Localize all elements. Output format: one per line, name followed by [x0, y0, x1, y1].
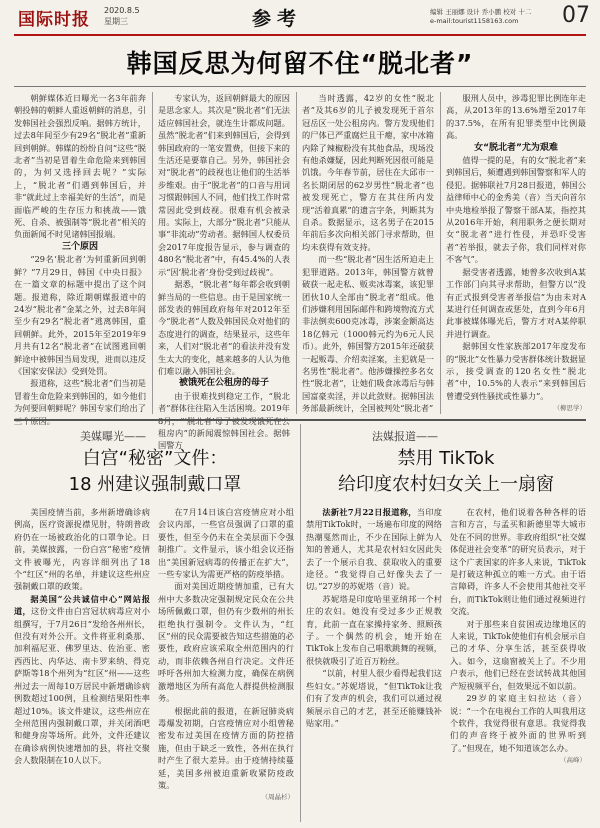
lead-phrase: 法新社7月22日报道称，	[322, 507, 417, 517]
headline-rule	[14, 86, 586, 87]
paragraph: 美国疫情当前，多州新增确诊病例高，医疗资源捉襟见肘，特朗普政府仍在一场被政治化的口罩争论。日前，美媒披露，一份白宫“秘密”疫情文件被曝光，内容详细列出了18个“红区”州的名单，并建议这些州应强制戴口罩的政策。	[14, 507, 150, 592]
subhead-three-reasons: 三个原因	[61, 241, 98, 252]
byline: （高峰）	[560, 756, 586, 765]
paragraph: 报道称，这些“脱北者”们当初是冒着生命危险来到韩国的，如今他们为何要回朝鲜呢？韩国专家们给出了	[14, 378, 146, 414]
byline: （周晶杉）	[261, 793, 294, 802]
weekday: 星期三	[104, 17, 128, 26]
paragraph: 29岁的家庭主妇拉达（音）说：“一个在电视台工作的人叫我用这个软件，我觉得很有意思。我觉得我们的声音终于被外面的世界听到了。”但现在，她不知道该怎么办。	[450, 693, 586, 753]
paragraph: 当印度禁用TikTok时，一场遍布印度的网络热潮戛然而止，不少在国际上鲜为人知的普通人，尤其是农村妇女因此失去了一个展示自我、获取收入的重要途径。“我觉得自己好像失去了一切。”27岁的苏妮塔（音）说。	[306, 507, 442, 592]
newspaper-logo: 国际时报	[18, 10, 90, 30]
paragraph: 面对美国近期疫情加重，已有大州中大多数决定强制规定民众在公共场所佩戴口罩，但仍有少数州的州长拒绝执行强制令。文件认为，“红区”州的民众需要被告知这些措施的必要性，政府应该采取全州范围内的行动，而非依赖各州自行决定。文件还呼吁各州加大检测力度，确保在病例激增地区为所有高危人群提供检测服务。	[158, 581, 294, 704]
date: 2020.8.5	[104, 6, 140, 15]
paragraph: 对于那些来自贫困或边缘地区的人来说，TikTok使他们有机会展示自己的才华、分享生活，甚至获得收入。如今，这扇窗被关上了。不少用户表示，他们已经在尝试转战其他国产短视频平台，但效果远不如以前。	[450, 618, 586, 691]
top-story-col-4	[446, 92, 586, 414]
editor-credits	[430, 8, 531, 26]
left-title-line-2: 18 州建议强制戴口罩	[68, 474, 242, 495]
paragraph: 据韩国女性家族部2017年度发布的“脱北”女性暴力受害群体统计数据显示，接受调查的120名女性“脱北者”中，10.5%的人表示“来到韩国后曾遭受到性骚扰或性暴力”。	[446, 341, 586, 401]
left-story-title	[14, 446, 296, 498]
top-story-col-1	[14, 92, 146, 414]
masthead	[0, 0, 600, 36]
story-divider	[300, 424, 301, 822]
left-story-col-1	[14, 506, 150, 822]
left-story-col-2	[158, 506, 294, 822]
left-title-line-1: 白宫“秘密”文件：	[82, 448, 228, 469]
paragraph: 根据此前的报道，在新冠肺炎病毒爆发初期，白宫疫情应对小组曾秘密发布过美国在疫情方面的防控措施，但由于缺乏一致性，各州在执行时产生了很大差异。由于疫情持续蔓延，美国多州被迫重新收紧防疫政策。	[158, 705, 294, 790]
paragraph: 在7月14日该白宫疫情应对小组会议内部，一些官员强调了口罩的重要性，但至今仍未在全美层面下令强制推广。文件显示，该小组会议还指出“美国新冠病毒的传播正在扩大”，一些专家认为需更严格的防疫举措。	[158, 507, 294, 580]
left-kicker: 美媒曝光——	[80, 430, 146, 443]
column-divider	[152, 92, 153, 414]
paragraph: 据受害者透露，她曾多次收到A某工作部门向其寻求帮助，但警方以“没有正式报到受害者举报信”为由未对A某进行任何调查或惩处，直到今年6月此事被媒体曝光后，警方才对A某停职并进行调查。	[446, 266, 586, 339]
right-story-title	[306, 446, 586, 498]
right-kicker: 法媒报道——	[372, 430, 438, 443]
byline: （柳思学）	[553, 404, 586, 413]
column-divider	[440, 92, 441, 414]
paragraph: 这份文件由白宫冠状病毒应对小组撰写，于7月26日“发给各州州长，但没有对外公开。文件将亚利桑那、加利福尼亚、佛罗里达、佐治亚、密西西比、内华达、南卡罗来纳、得克萨斯等18个州列为“红区”州——这些州过去一周每10万居民中新增确诊病例数超过100例，且检测结果阳性率超过10%。该文件建议，这些州应在全州范围内强制戴口罩，并关闭酒吧和健身房等场所。此外，文件还建议在确诊病例快速增加的县，将社交聚会人数限制在10人以下。	[14, 606, 150, 766]
page-number: 07	[562, 3, 590, 28]
subhead-starved-mother-son: 被饿死在公租房的母子	[178, 378, 269, 389]
column-divider	[296, 92, 297, 414]
section-label: 参考	[252, 8, 303, 30]
top-story-col-3	[302, 92, 434, 414]
right-title-line-1: 禁用 TikTok	[397, 448, 495, 469]
email-line: e-mail:tourist1158163.com	[430, 17, 519, 25]
paragraph: 朝鲜媒体近日曝光一名3年前奔朝投韩的朝鲜人重返朝鲜的消息，引发韩国社会强烈反响。据韩方统计，过去8年间至少有29名“脱北者”重新回到朝鲜。韩媒的纷纷自问“这些“脱北者”当初是冒着生命危险来到韩国的，为何又选择回去呢？”实际上，“脱北者”们遇到韩国后，并非“就此过上幸福美好的生活”，而是面临严峻的生存压力和挑战——饿死、自杀、被强制等“脱北者”相关的负面新闻不时见诸韩国报端。	[14, 93, 146, 240]
paragraph: 专家认为，返回朝鲜最大的原因是思念家人。其次是“脱北者”们无法适应韩国社会，就连生计都成问题。虽然“脱北者”们来到韩国后，会得到韩国政府的一笔安置费，但接下来的生活还是要靠自己。另外，韩国社会对“脱北者”的歧视也让他们的生活举步维艰。由于“脱北者”的口音与用词习惯跟韩国人不同，他们找工作时常常因此受到歧视。很难有机会被录用。实际上，大部分“脱北者”只能从事“非流动”劳动者。据韩国人权委员会2017年度报告显示，参与调查的480名“脱北者”中，有45.4%的人表示“因‘脱北者’身份受到过歧视”。	[158, 93, 290, 277]
story-separator	[14, 419, 586, 421]
main-headline: 韩国反思为何留不住“脱北者”	[126, 49, 474, 78]
lead-phrase: 据美国“公共诚信中心”网站报道，	[14, 593, 150, 617]
right-story-col-2	[450, 506, 586, 822]
paragraph: 苏妮塔是印度哈里亚纳邦一个村庄的农妇。她没有受过多少正规教育，此前一直在家操持家务、照顾孩子。一个偶然的机会，她开始在TikTok上发布自己唱歌跳舞的视频，很快就吸引了近百万粉丝。	[306, 593, 442, 666]
right-story-col-1	[306, 506, 442, 822]
paragraph: 据悉，“脱北者”每年都会收到朝鲜当局的一些信息。由于是国家统一部发表的韩国政府每年对2012年至今“脱北者”人数及韩国民众对他们的态度进行的调查，结果显示，这些年来，人们对“脱北者”的看法并没有发生太大的变化，越来越多的人认为他们难以融入韩国社会。	[158, 279, 290, 376]
issue-date	[104, 5, 140, 27]
editors-line: 编辑 王丽娜 设计 乔小鹏 校对 十二	[430, 8, 532, 16]
paragraph: 而一些“脱北者”因生活所迫走上犯罪道路。2013年，韩国警方就曾破获一起走私、贩卖冰毒案，该犯罪团伙10人全部由“脱北者”组成。他们涉嫌利用国际邮件和跨境物流方式非法倒卖600克冰毒，涉案金额高达18亿韩元（1000韩元约为6元人民币）。此外，韩国警方2015年还破获一起贩毒、介绍卖淫案，主犯就是一名男性“脱北者”。他涉嫌操控多名女性“脱北者”，让她们吸食冰毒后与韩国富豪卖淫，并以此敛财。据韩国法务部最新统计，全国被判处“脱北者”	[302, 254, 434, 414]
masthead-rule	[14, 34, 586, 36]
right-title-line-2: 给印度农村妇女关上一扇窗	[338, 474, 554, 495]
subhead-female-defectors: 女“脱北者”尤为艰难	[474, 142, 558, 153]
paragraph: “29名‘脱北者’为何重新回到朝鲜？”7月29日，韩国《中央日报》在一篇文章的标题中提出了这个问题。报道称，除近期朝媒报道中的24岁“脱北者”金某之外，过去8年间至少有29名“脱北者”逃离韩国，重回朝鲜。此外，2015年至2019年9月共有12名“脱北者”在试图逃回朝鲜途中被韩国当局发现，进而以违反《国家安保法》受到处罚。	[14, 254, 146, 376]
paragraph: 值得一提的是，有的女“脱北者”来到韩国后，频遭遇到韩国警察和军人的侵犯。据韩联社7月28日报道，韩国公益律师中心的金秀美（音）当天向首尔中央地检举报了警察干部A某，指控其从2016年开始，利用职务之便长期对女“脱北者”进行性侵，并恐吓受害者“若举报，就去子你，我们同样对你不客气”。	[446, 155, 586, 265]
paragraph: 由于很难找到稳定工作，“脱北者”群体往往陷入生活困境。2019年 租房内”的新闻震惊韩国社会。据韩国警方	[158, 390, 290, 451]
paragraph: “以前，村里人很少看得起我们这些妇女。”苏妮塔说，“但TikTok让我们有了发声的机会，我们可以通过视频展示自己的才艺，甚至还能赚钱补贴家用。”	[306, 668, 442, 728]
top-story-col-2	[158, 92, 290, 451]
paragraph: 当时透露，42岁的女性“脱北者”及其6岁的儿子被发现死于首尔冠岳区一处公租房内。警方发现他们的尸体已严重腐烂且干瘪，家中冰箱内除了辣椒粉没有其他食品，现场没有他杀嫌疑，因此判断死因很可能是饥饿。今年春节前，居住在大邱市一名长期闭居的62岁男性“脱北者”也被发现死亡，警方在其住所内发现“活着真累”的遗言字条，判断其为自杀。数据显示，这名男子在2015年前后多次向相关部门寻求帮助，但均未获得有效支持。	[302, 93, 434, 252]
paragraph: 服刑人员中，涉毒犯罪比例连年走高，从2013年的13.6%增至2017年的37.5%，在所有犯罪类型中比例最高。	[446, 93, 586, 141]
paragraph: 在农村，他们说着各种各样的语言和方言，与孟买和新德里等大城市处在不同的世界。非政府组织“社交媒体促进社会变革”的研究员表示，对于这个广袤国家的许多人来说，TikTok是打破这种孤立的唯一方式。由于语言障碍，许多人不会使用其他社交平台，而TikTok则让他们通过视频进行交流。	[450, 507, 586, 617]
